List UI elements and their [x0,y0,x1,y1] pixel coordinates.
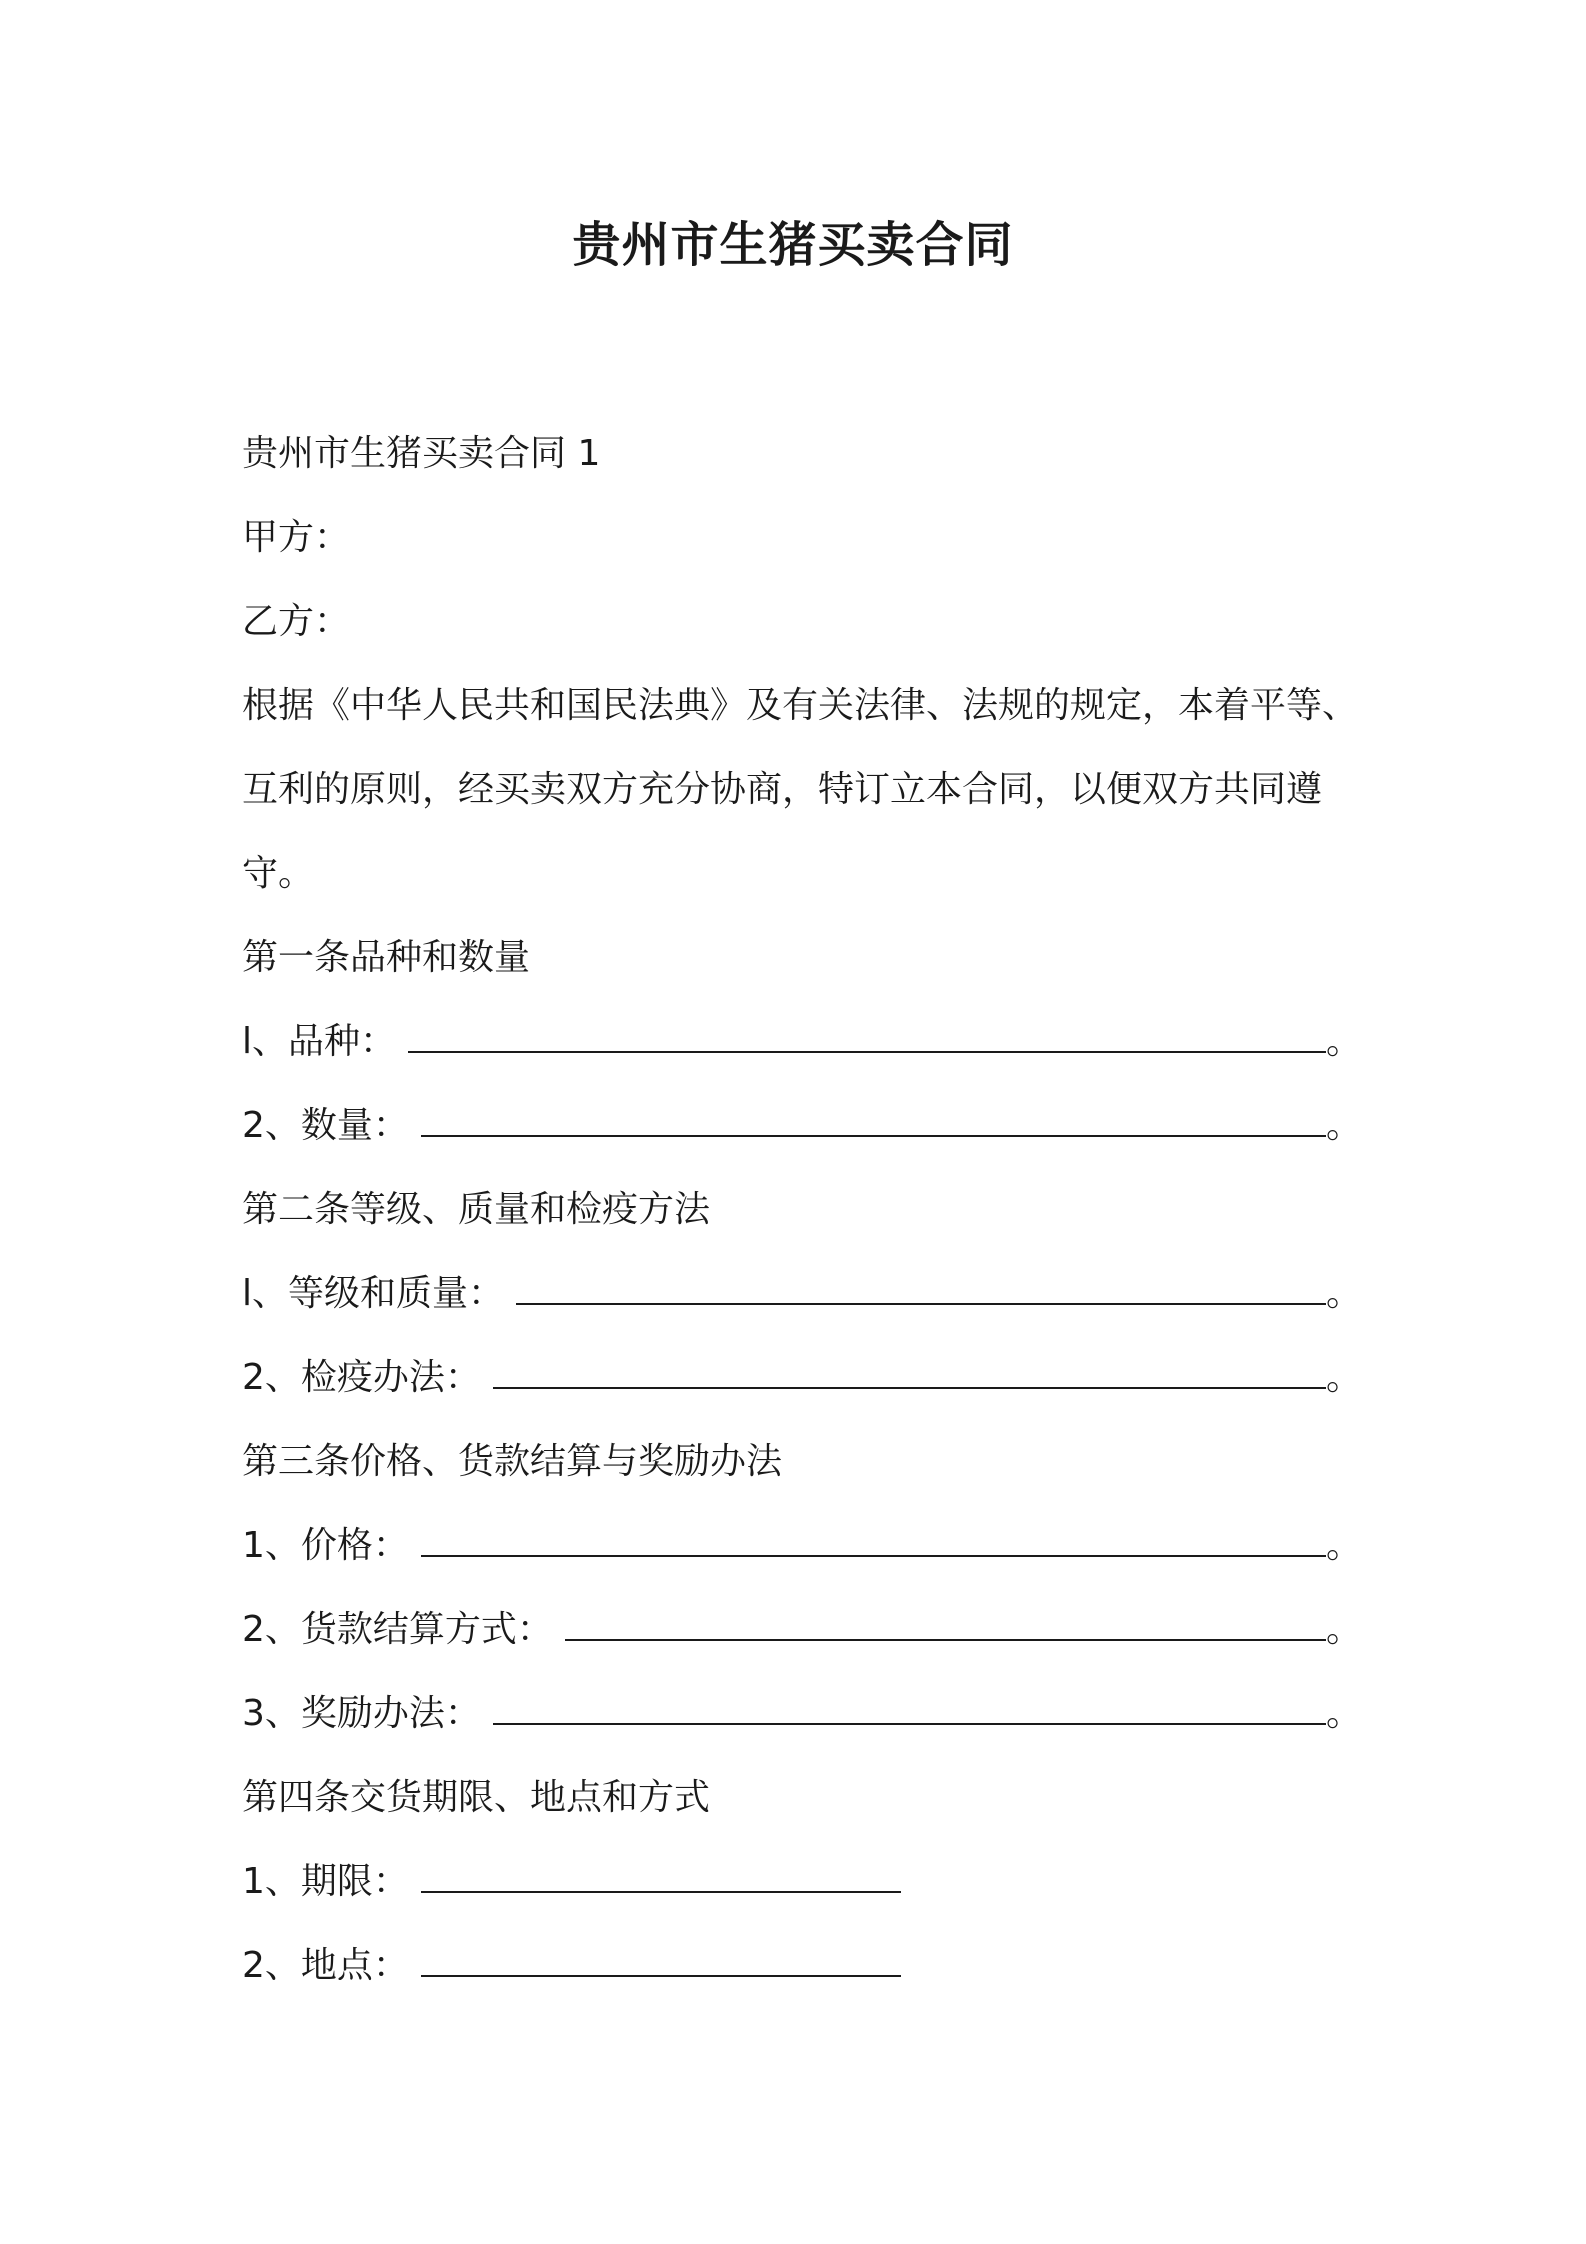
place-row [242,1924,1362,2008]
settlement-blank [565,1609,1326,1641]
place-blank [421,1945,901,1977]
quantity-label: 2、数量： [242,1105,409,1146]
section-2-heading: 第二条等级、质量和检疫方法 [242,1189,711,1230]
grade-label: l、等级和质量： [242,1273,505,1314]
quarantine-row [242,1336,1362,1420]
quantity-end-mark: 。 [1325,1105,1362,1146]
price-blank [421,1525,1326,1557]
party-b-line: 乙方： [242,601,351,642]
settlement-end-mark: 。 [1325,1609,1362,1650]
variety-label: l、品种： [242,1021,397,1062]
quarantine-blank [493,1357,1326,1389]
variety-row [242,1000,1362,1084]
settlement-label: 2、货款结算方式： [242,1609,553,1650]
place-label: 2、地点： [242,1945,409,1986]
grade-row [242,1252,1362,1336]
grade-end-mark: 。 [1325,1273,1362,1314]
party-a-line: 甲方： [242,517,351,558]
reward-end-mark: 。 [1325,1693,1362,1734]
reward-blank [493,1693,1326,1725]
document-body [242,412,1362,2008]
document-title: 贵州市生猪买卖合同 [572,217,1014,273]
grade-blank [516,1273,1326,1305]
quantity-row [242,1084,1362,1168]
period-row [242,1840,1362,1924]
reward-label: 3、奖励办法： [242,1693,481,1734]
section-4-heading: 第四条交货期限、地点和方式 [242,1777,711,1818]
reward-row [242,1672,1362,1756]
period-label: 1、期限： [242,1861,409,1902]
section-3-heading: 第三条价格、货款结算与奖励办法 [242,1441,783,1482]
preamble-line-3: 守。 [242,853,315,894]
period-blank [421,1861,901,1893]
quantity-blank [421,1105,1326,1137]
price-row [242,1504,1362,1588]
subtitle-line: 贵州市生猪买卖合同 1 [242,433,601,474]
variety-end-mark: 。 [1325,1021,1362,1062]
price-end-mark: 。 [1325,1525,1362,1566]
preamble-line-1: 根据《中华人民共和国民法典》及有关法律、法规的规定，本着平等、 [242,685,1359,726]
quarantine-label: 2、检疫办法： [242,1357,481,1398]
quarantine-end-mark: 。 [1325,1357,1362,1398]
section-1-heading: 第一条品种和数量 [242,937,531,978]
price-label: 1、价格： [242,1525,409,1566]
variety-blank [408,1021,1326,1053]
preamble-line-2: 互利的原则，经买卖双方充分协商，特订立本合同，以便双方共同遵 [242,769,1323,810]
settlement-row [242,1588,1362,1672]
